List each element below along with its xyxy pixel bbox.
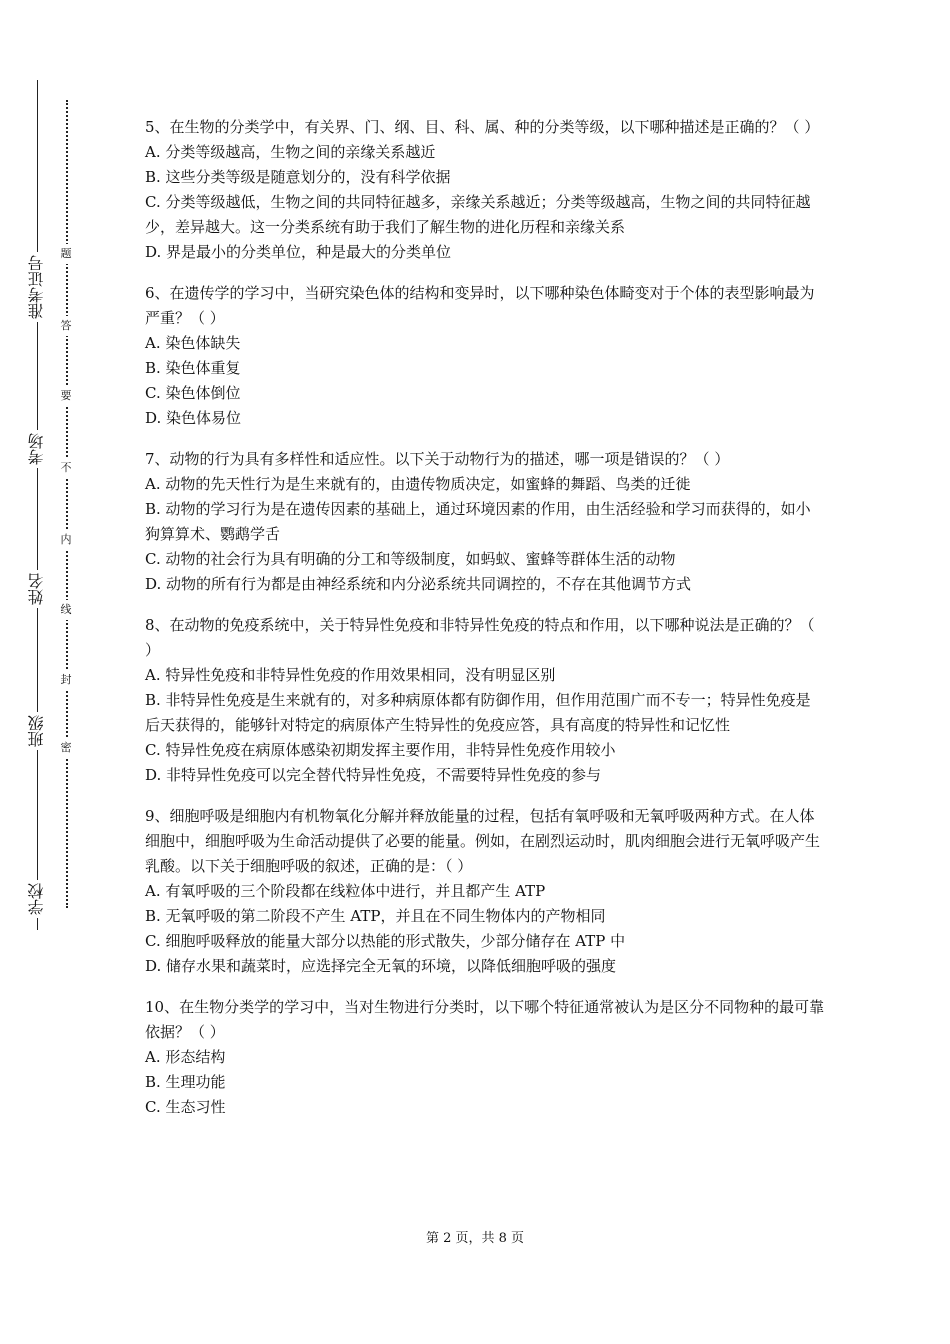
option-b: B. 生理功能 — [145, 1073, 226, 1091]
option-c: C. 特异性免疫在病原体感染初期发挥主要作用，非特异性免疫作用较小 — [145, 741, 616, 759]
option-a: A. 有氧呼吸的三个阶段都在线粒体中进行，并且都产生 ATP — [145, 882, 546, 900]
option-d: D. 非特异性免疫可以完全替代特异性免疫，不需要特异性免疫的参与 — [145, 766, 602, 784]
option-b: B. 非特异性免疫是生来就有的，对多种病原体都有防御作用，但作用范围广而不专一；特异性免疫是后天获得的，能够针对特定的病原体产生特异性的免疫应答，具有高度的特异性和记忆性 — [145, 691, 811, 734]
seal-dotted-line — [66, 100, 68, 908]
binding-margin — [0, 0, 120, 1344]
question-stem: 10、在生物分类学的学习中，当对生物进行分类时，以下哪个特征通常被认为是区分不同物种的最可靠依据？（ ） — [145, 998, 825, 1041]
seal-char-feng: 封 — [58, 670, 74, 690]
option-d: D. 动物的所有行为都是由神经系统和内分泌系统共同调控的，不存在其他调节方式 — [145, 575, 692, 593]
question-stem: 8、在动物的免疫系统中，关于特异性免疫和非特异性免疫的特点和作用，以下哪种说法是正确的？（ ） — [145, 616, 815, 659]
question-10 — [145, 995, 825, 1120]
question-stem: 6、在遗传学的学习中，当研究染色体的结构和变异时，以下哪种染色体畸变对于个体的表型影响最为严重？（ ） — [145, 284, 815, 327]
seal-char-nei: 内 — [58, 530, 74, 550]
seal-char-yao: 要 — [58, 386, 74, 406]
seal-char-xian: 线 — [58, 600, 74, 620]
binding-solid-line — [37, 80, 38, 930]
question-5 — [145, 115, 825, 265]
question-6 — [145, 281, 825, 431]
seal-char-ti: 题 — [58, 244, 74, 264]
option-d: D. 储存水果和蔬菜时，应选择完全无氧的环境，以降低细胞呼吸的强度 — [145, 957, 617, 975]
option-d: D. 染色体易位 — [145, 409, 242, 427]
option-b: B. 这些分类等级是随意划分的，没有科学依据 — [145, 168, 451, 186]
seal-char-bu: 不 — [58, 458, 74, 478]
option-a: A. 动物的先天性行为是生来就有的，由遗传物质决定，如蜜蜂的舞蹈、鸟类的迁徙 — [145, 475, 691, 493]
exam-room-field-label: 考场 — [26, 430, 48, 468]
option-a: A. 形态结构 — [145, 1048, 226, 1066]
page-footer: 第 2 页，共 8 页 — [425, 1231, 525, 1246]
question-stem: 9、细胞呼吸是细胞内有机物氧化分解并释放能量的过程，包括有氧呼吸和无氧呼吸两种方式。在人体细胞中，细胞呼吸为生命活动提供了必要的能量。例如，在剧烈运动时，肌肉细胞会进行无氧呼吸产生乳酸。以下关于细胞呼吸的叙述，正确的是：（ ） — [145, 807, 821, 875]
admission-number-field-label: 准考证号 — [26, 252, 48, 322]
school-field-label: 学校 — [26, 880, 48, 918]
question-stem: 7、动物的行为具有多样性和适应性。以下关于动物行为的描述，哪一项是错误的？（ ） — [145, 450, 730, 468]
option-c: C. 分类等级越低，生物之间的共同特征越多，亲缘关系越近；分类等级越高，生物之间的共同特征越少，差异越大。这一分类系统有助于我们了解生物的进化历程和亲缘关系 — [145, 193, 811, 236]
class-field-label: 班级 — [26, 712, 48, 750]
question-stem: 5、在生物的分类学中，有关界、门、纲、目、科、属、种的分类等级，以下哪种描述是正确的？（ ） — [145, 118, 820, 136]
question-7 — [145, 447, 825, 597]
seal-char-da: 答 — [58, 316, 74, 336]
option-b: B. 染色体重复 — [145, 359, 241, 377]
name-field-label: 姓名 — [26, 570, 48, 608]
option-a: A. 染色体缺失 — [145, 334, 241, 352]
question-8 — [145, 613, 825, 788]
option-b: B. 无氧呼吸的第二阶段不产生 ATP，并且在不同生物体内的产物相同 — [145, 907, 606, 925]
option-a: A. 分类等级越高，生物之间的亲缘关系越近 — [145, 143, 436, 161]
option-c: C. 动物的社会行为具有明确的分工和等级制度，如蚂蚁、蜜蜂等群体生活的动物 — [145, 550, 676, 568]
exam-content — [145, 115, 825, 1136]
option-c: C. 细胞呼吸释放的能量大部分以热能的形式散失，少部分储存在 ATP 中 — [145, 932, 626, 950]
option-c: C. 生态习性 — [145, 1098, 226, 1116]
question-9 — [145, 804, 825, 979]
option-c: C. 染色体倒位 — [145, 384, 241, 402]
option-a: A. 特异性免疫和非特异性免疫的作用效果相同，没有明显区别 — [145, 666, 556, 684]
option-b: B. 动物的学习行为是在遗传因素的基础上，通过环境因素的作用，由生活经验和学习而获得的，如小狗算算术、鹦鹉学舌 — [145, 500, 811, 543]
option-d: D. 界是最小的分类单位，种是最大的分类单位 — [145, 243, 452, 261]
seal-char-mi: 密 — [58, 738, 74, 758]
